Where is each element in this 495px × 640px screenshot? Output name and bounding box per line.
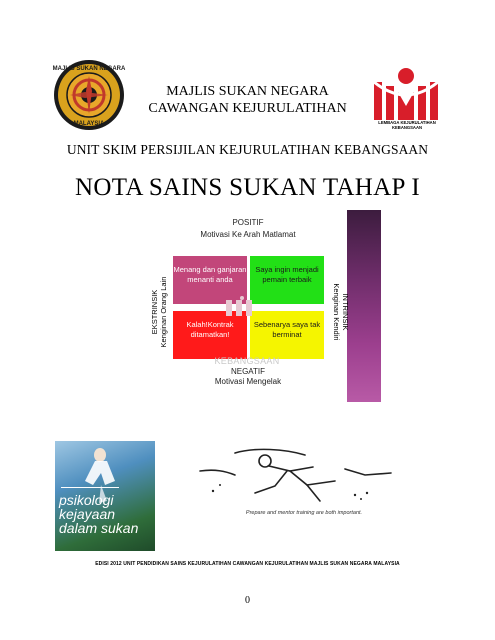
book-title — [59, 493, 155, 535]
diagram-left-axis-label — [150, 262, 170, 362]
diagram-bottom-subtitle: Motivasi Mengelak — [214, 377, 282, 386]
org-line-2: CAWANGAN KEJURULATIHAN — [148, 101, 347, 116]
book-title-line-1: psikologi — [59, 492, 114, 508]
sprinter-sketch-image — [195, 441, 413, 521]
quadrant-bottom-right: Sebenarya saya tak berminat — [250, 311, 324, 359]
sketch-caption: Prepare and mentor training are both important. — [245, 510, 363, 516]
diagram-right-axis-label — [330, 262, 350, 362]
quadrant-top-left: Menang dan ganjaran menanti anda — [173, 256, 247, 304]
quadrant-bottom-left: Kalah!Kontrak ditamatkan! — [173, 311, 247, 359]
seal-ring-text: MAJLIS SUKAN NEGARA — [52, 66, 126, 72]
center-watermark-emblem — [222, 296, 262, 318]
diagram-bottom-title: NEGATIF — [230, 367, 266, 376]
book-title-line-2: kejayaan — [59, 506, 116, 522]
left-axis-title: EKSTRINSIK — [150, 289, 159, 335]
document-title: NOTA SAINS SUKAN TAHAP I — [75, 174, 420, 201]
book-title-line-3: dalam sukan — [59, 520, 139, 536]
right-axis-title: INTRINSIK — [341, 293, 350, 331]
diagram-top-title: POSITIF — [232, 218, 264, 227]
page-number: 0 — [245, 595, 250, 606]
book-rule-line — [61, 487, 119, 488]
org-line-1: MAJLIS SUKAN NEGARA — [166, 84, 329, 99]
seal-bottom-text: MALAYSIA — [73, 121, 105, 127]
book-cover-image — [55, 441, 155, 551]
edition-footer-note: EDISI 2012 UNIT PENDIDIKAN SAINS KEJURULATIHAN CAWANGAN KEJURULATIHAN MAJLIS SUKAN NEGARA MALAYSIA — [95, 561, 400, 567]
msn-seal-logo — [52, 58, 126, 132]
emblem-caption-line-1: LEMBAGA KEJURULATIHAN — [378, 120, 436, 125]
diagram-watermark: KEBANGSAAN — [214, 356, 280, 366]
emblem-caption — [362, 120, 452, 130]
left-axis-subtitle: Kenginan Orang Lain — [159, 276, 168, 348]
emblem-caption-line-2: KEBANGSAAN — [391, 125, 422, 130]
decorative-gradient-bar — [347, 210, 381, 402]
unit-title: UNIT SKIM PERSIJILAN KEJURULATIHAN KEBANGSAAN — [66, 142, 429, 157]
right-axis-subtitle: Kenginan Kendiri — [332, 283, 341, 341]
diagram-top-subtitle: Motivasi Ke Arah Matlamat — [200, 230, 296, 239]
organization-heading — [120, 83, 375, 117]
quadrant-top-right: Saya ingin menjadi pemain terbaik — [250, 256, 324, 304]
